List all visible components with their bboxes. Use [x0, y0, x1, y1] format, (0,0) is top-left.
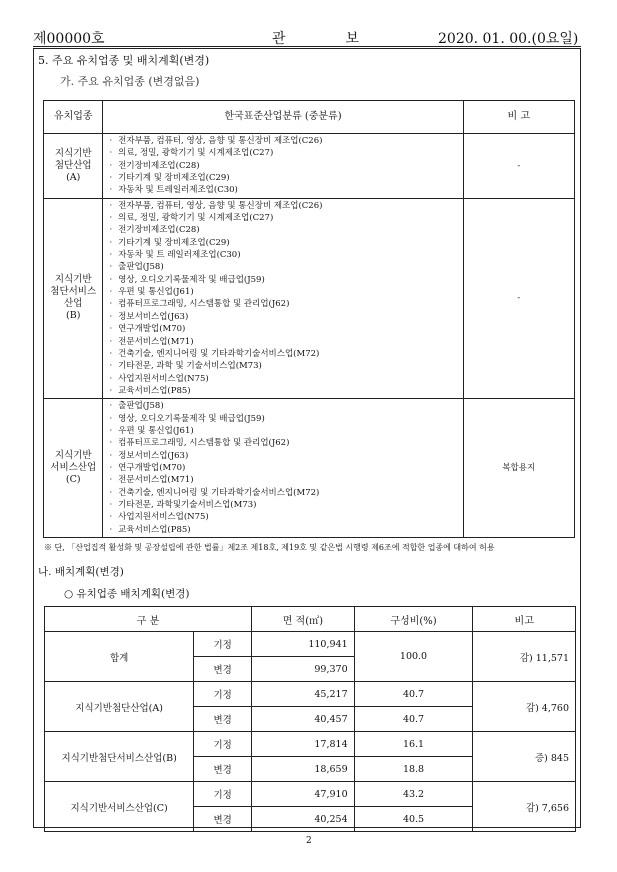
col-header-classification: 한국표준산업분류 (중분류)	[103, 101, 463, 134]
list-item: · 전문서비스업(M71)	[109, 336, 462, 348]
group-remark: -	[463, 198, 574, 399]
group-items	[103, 399, 463, 538]
list-item: · 기타기계 및 장비제조업(C29)	[109, 172, 462, 184]
group-items	[103, 198, 463, 399]
list-item: · 우편 및 통신업(J61)	[109, 286, 462, 298]
list-item: · 교육서비스업(P85)	[109, 385, 462, 397]
row-ratio: 43.2	[354, 782, 473, 807]
list-item: · 의료, 정밀, 광학기기 및 시계제조업(C27)	[109, 212, 462, 224]
row-area: 47,910	[252, 782, 355, 807]
footnote: ※ 단, 「산업집적 활성화 및 공장설립에 관한 법률」제2조 제18호, 제19호 및 같은법 시행령 제6조에 적합한 업종에 대하여 허용	[44, 543, 495, 552]
row-kind: 기정	[194, 632, 252, 657]
industry-group-b	[44, 198, 575, 399]
row-kind: 변경	[194, 707, 252, 732]
row-ratio: 40.5	[354, 807, 473, 832]
table-row	[45, 682, 576, 707]
industry-group-c	[44, 399, 575, 538]
row-kind: 기정	[194, 682, 252, 707]
row-area: 17,814	[252, 732, 355, 757]
row-kind: 기정	[194, 782, 252, 807]
list-item: · 영상, 오디오기록물제작 및 배급업(J59)	[109, 413, 462, 425]
list-item: · 정보서비스업(J63)	[109, 450, 462, 462]
placement-plan-table	[44, 606, 576, 832]
list-item: · 연구개발업(M70)	[109, 462, 462, 474]
plan-table-header	[45, 607, 576, 632]
row-area: 110,941	[252, 632, 355, 657]
row-area: 99,370	[252, 657, 355, 682]
list-item: · 기타기계 및 장비제조업(C29)	[109, 237, 462, 249]
industry-table	[43, 100, 575, 538]
row-ratio: 18.8	[354, 757, 473, 782]
list-item: · 교육서비스업(P85)	[109, 524, 462, 536]
row-kind: 변경	[194, 807, 252, 832]
list-item: · 건축기술, 엔지니어링 및 기타과학기술서비스업(M72)	[109, 348, 462, 360]
table-row	[45, 732, 576, 757]
row-ratio: 40.7	[354, 682, 473, 707]
list-item: · 기타전문, 과학 및 기술서비스업(M73)	[109, 360, 462, 372]
row-name: 지식기반서비스산업(C)	[45, 782, 194, 832]
table-row	[45, 632, 576, 657]
list-item: · 전자부품, 컴퓨터, 영상, 음향 및 통신장비 제조업(C26)	[109, 135, 462, 147]
row-ratio: 100.0	[354, 632, 473, 682]
subsection-a-title: 가. 주요 유치업종 (변경없음)	[60, 75, 200, 88]
group-remark: 복합용지	[463, 399, 574, 538]
row-kind: 변경	[194, 757, 252, 782]
col-header-category: 구 분	[45, 607, 252, 632]
industry-table-header	[44, 101, 575, 134]
col-header-remark: 비 고	[463, 101, 574, 134]
table-row	[45, 782, 576, 807]
list-item: · 건축기술, 엔지니어링 및 기타과학기술서비스업(M72)	[109, 487, 462, 499]
list-item: · 자동차 및 트 레일러제조업(C30)	[109, 249, 462, 261]
row-ratio: 40.7	[354, 707, 473, 732]
col-header-industry: 유치업종	[44, 101, 103, 134]
list-item: · 의료, 정밀, 광학기기 및 시계제조업(C27)	[109, 147, 462, 159]
list-item: · 출판업(J58)	[109, 261, 462, 273]
issue-number: 제00000호	[33, 31, 105, 47]
list-item: · 기타전문, 과학및기술서비스업(M73)	[109, 499, 462, 511]
row-area: 45,217	[252, 682, 355, 707]
col-header-area: 면 적(㎡)	[252, 607, 355, 632]
row-name: 지식기반첨단산업(A)	[45, 682, 194, 732]
row-kind: 기정	[194, 732, 252, 757]
header-divider	[33, 46, 581, 47]
list-item: · 사업지원서비스업(N75)	[109, 511, 462, 523]
group-remark: -	[463, 134, 574, 199]
row-name: 지식기반첨단서비스산업(B)	[45, 732, 194, 782]
industry-group-a	[44, 134, 575, 199]
list-item: · 영상, 오디오기록물제작 및 배급업(J59)	[109, 274, 462, 286]
list-item: · 정보서비스업(J63)	[109, 311, 462, 323]
row-kind: 변경	[194, 657, 252, 682]
list-item: · 컴퓨터프로그래밍, 시스템통합 및 관리업(J62)	[109, 298, 462, 310]
row-remark: 증) 845	[473, 732, 576, 782]
group-items	[103, 134, 463, 199]
page-number: 2	[306, 836, 312, 846]
row-remark: 감) 11,571	[473, 632, 576, 682]
list-item: · 전문서비스업(M71)	[109, 474, 462, 486]
plan-caption: ○ 유치업종 배치계획(변경)	[64, 588, 190, 600]
group-label: 지식기반 첨단산업 (A)	[44, 134, 103, 199]
section-title: 5. 주요 유치업종 및 배치계획(변경)	[38, 54, 210, 67]
list-item: · 사업지원서비스업(N75)	[109, 373, 462, 385]
row-name: 합계	[45, 632, 194, 682]
row-area: 40,457	[252, 707, 355, 732]
list-item: · 컴퓨터프로그래밍, 시스템통합 및 관리업(J62)	[109, 437, 462, 449]
row-area: 40,254	[252, 807, 355, 832]
list-item: · 전기장비제조업(C28)	[109, 160, 462, 172]
row-ratio: 16.1	[354, 732, 473, 757]
list-item: · 전기장비제조업(C28)	[109, 224, 462, 236]
col-header-remark: 비고	[473, 607, 576, 632]
group-label: 지식기반 첨단서비스 산업 (B)	[44, 198, 103, 399]
row-area: 18,659	[252, 757, 355, 782]
row-remark: 감) 4,760	[473, 682, 576, 732]
issue-date: 2020. 01. 00.(0요일)	[438, 31, 579, 47]
list-item: · 출판업(J58)	[109, 400, 462, 412]
list-item: · 우편 및 통신업(J61)	[109, 425, 462, 437]
list-item: · 연구개발업(M70)	[109, 323, 462, 335]
gazette-title: 관보	[272, 31, 420, 47]
col-header-ratio: 구성비(%)	[354, 607, 473, 632]
list-item: · 전자부품, 컴퓨터, 영상, 음향 및 통신장비 제조업(C26)	[109, 200, 462, 212]
row-remark: 감) 7,656	[473, 782, 576, 832]
group-label: 지식기반 서비스산업 (C)	[44, 399, 103, 538]
subsection-b-title: 나. 배치계획(변경)	[38, 566, 124, 578]
list-item: · 자동차 및 트레일러제조업(C30)	[109, 184, 462, 196]
